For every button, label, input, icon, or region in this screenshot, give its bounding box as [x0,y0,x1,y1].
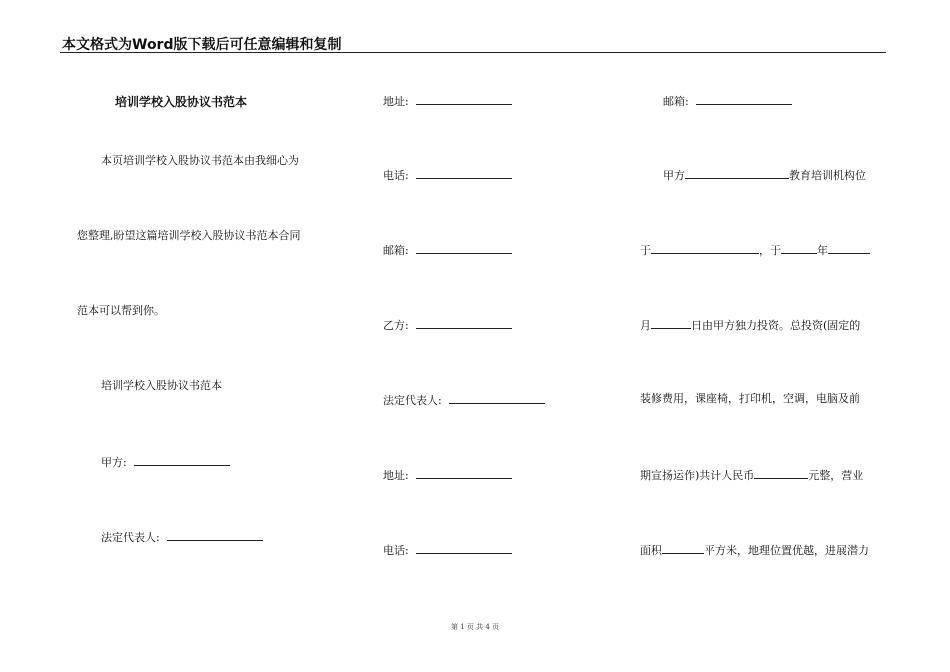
address-b-label: 地址: [383,469,409,482]
clause-line-2 [640,242,870,258]
legal-rep-blank [167,529,263,541]
month-blank [828,242,870,254]
party-a-label: 甲方: [101,456,127,469]
party-b-blank [416,317,512,329]
address-a-blank [416,93,512,105]
party-b-label: 乙方: [383,319,409,332]
email-a-blank [416,242,512,254]
clause-text: 日由甲方独力投资。总投资(固定的 [691,319,861,332]
document-title: 培训学校入股协议书范本 [115,95,248,109]
clause-text: 于 [640,244,651,257]
clause-text: 平方米，地理位置优越，进展潜力 [704,544,869,557]
clause-text: 元整，营业 [808,469,864,482]
phone-a-blank [416,167,512,179]
party-a-blank [134,454,230,466]
email-b-field [663,93,792,109]
phone-b-label: 电话: [383,544,409,557]
legal-rep-b-label: 法定代表人: [383,394,442,407]
clause-text: 甲方 [663,169,685,182]
clause-text: 面积 [640,544,662,557]
location-blank [651,242,759,254]
intro-line-2: 您整理,盼望这篇培训学校入股协议书范本合同 [77,229,301,242]
clause-line-6 [640,542,869,558]
institution-blank [685,167,789,179]
area-blank [662,542,704,554]
email-b-blank [696,93,792,105]
clause-line-4: 装修费用，课座椅，打印机，空调，电脑及前 [640,392,860,405]
email-a-field [383,242,512,258]
phone-b-field [383,542,512,558]
header-divider [60,52,886,53]
day-blank [651,317,691,329]
address-b-field [383,467,512,483]
legal-rep-b-field [383,392,545,408]
clause-text: 期宣扬运作)共计人民币 [640,469,755,482]
address-a-field [383,93,512,109]
legal-rep-b-blank [449,392,545,404]
phone-a-field [383,167,512,183]
clause-text: 月 [640,319,651,332]
email-a-label: 邮箱: [383,244,409,257]
address-a-label: 地址: [383,95,409,108]
legal-rep-field [101,529,263,545]
clause-line-1 [663,167,866,183]
page-footer: 第 1 页 共 4 页 [450,623,500,631]
party-b-field [383,317,512,333]
clause-text: ，于 [759,244,781,257]
party-a-field [101,454,230,470]
phone-b-blank [416,542,512,554]
clause-text: 年 [817,244,828,257]
intro-line-1: 本页培训学校入股协议书范本由我细心为 [101,154,299,167]
subtitle: 培训学校入股协议书范本 [101,379,222,392]
year-blank [781,242,817,254]
clause-line-3 [640,317,860,333]
clause-text: 教育培训机构位 [789,169,866,182]
page-header-title: 本文格式为Word版下载后可任意编辑和复制 [62,37,342,53]
intro-line-3: 范本可以帮到你。 [77,304,165,317]
email-b-label: 邮箱: [663,95,689,108]
address-b-blank [416,467,512,479]
clause-line-5 [640,467,863,483]
amount-blank [754,467,808,479]
phone-a-label: 电话: [383,169,409,182]
legal-rep-label: 法定代表人: [101,531,160,544]
